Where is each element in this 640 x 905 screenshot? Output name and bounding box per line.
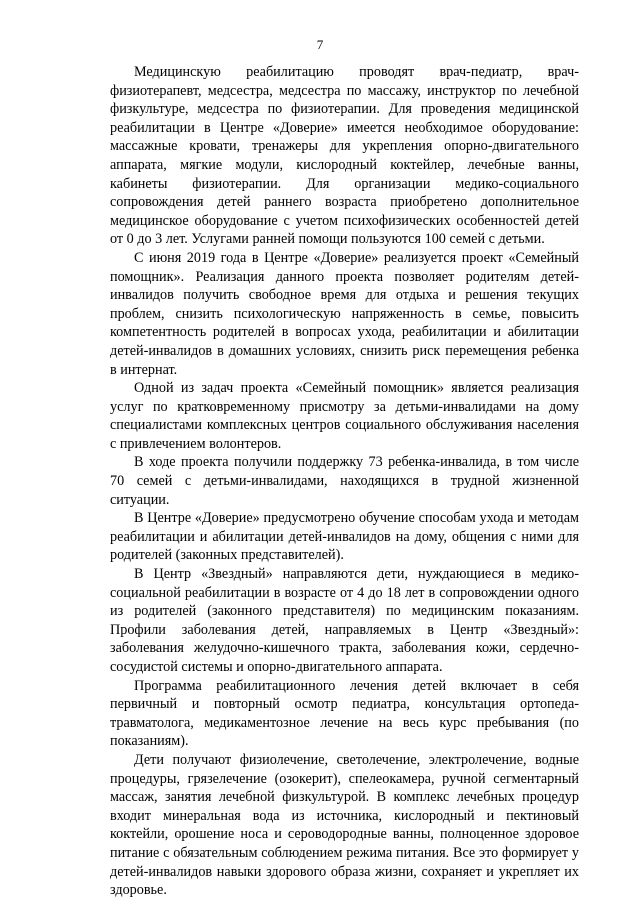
paragraph: С июня 2019 года в Центре «Доверие» реализуется проект «Семейный помощник». Реализация данного проекта позволяет родителям детей-инвалидов получить свободное время для отдыха и решения текущих проблем, снизить психологическую напряженность в семье, повысить компетентность родителей в вопросах ухода, реабилитации и абилитации детей-инвалидов в домашних условиях, снизить риск перемещения ребенка в интернат. xyxy=(110,249,579,378)
paragraph: В Центр «Звездный» направляются дети, нуждающиеся в медико-социальной реабилитации в возрасте от 4 до 18 лет в сопровождении одного из родителей (законного представителя) по медицинским показаниям. Профили заболевания детей, направляемых в Центр «Звездный»: заболевания желудочно-кишечного тракта, заболевания кожи, сердечно-сосудистой системы и опорно-двигательного аппарата. xyxy=(110,566,579,675)
paragraph: В ходе проекта получили поддержку 73 ребенка-инвалида, в том числе 70 семей с детьми-инвалидами, находящихся в трудной жизненной ситуации. xyxy=(110,454,579,508)
document-body xyxy=(110,63,579,900)
paragraph: Программа реабилитационного лечения детей включает в себя первичный и повторный осмотр педиатра, консультация ортопеда-травматолога, медикаментозное лечение на весь курс пребывания (по показаниям). xyxy=(110,677,579,750)
paragraph: В Центре «Доверие» предусмотрено обучение способам ухода и методам реабилитации и абилитации детей-инвалидов на дому, общения с ними для родителей (законных представителей). xyxy=(110,510,579,564)
paragraph: Одной из задач проекта «Семейный помощник» является реализация услуг по кратковременному присмотру за детьми-инвалидами на дому специалистами комплексных центров социального обслуживания населения с привлечением волонтеров. xyxy=(110,380,579,452)
paragraph: Дети получают физиолечение, светолечение, электролечение, водные процедуры, грязелечение (озокерит), спелеокамера, ручной сегментарный массаж, занятия лечебной физкультурой. В комплекс лечебных процедур входит минеральная вода из источника, кислородный и пектиновый коктейли, орошение носа и сероводородные ванны, полноценное здоровое питание с обязательным соблюдением режима питания. Все это формирует у детей-инвалидов навыки здорового образа жизни, сохраняет и укрепляет их здоровье. xyxy=(110,751,579,899)
page-number: 7 xyxy=(316,37,324,52)
paragraph: Медицинскую реабилитацию проводят врач-педиатр, врач-физиотерапевт, медсестра, медсестра по массажу, инструктор по лечебной физкультуре, медсестра по физиотерапии. Для проведения медицинской реабилитации в Центре «Доверие» имеется необходимое оборудование: массажные кровати, тренажеры для укрепления опорно-двигательного аппарата, мягкие модули, кислородный коктейлер, лечебные ванны, кабинеты физиотерапии. Для организации медико-социального сопровождения детей раннего возраста приобретено дополнительное медицинское оборудование с учетом психофизических особенностей детей от 0 до 3 лет. Услугами ранней помощи пользуются 100 семей с детьми. xyxy=(110,64,579,248)
